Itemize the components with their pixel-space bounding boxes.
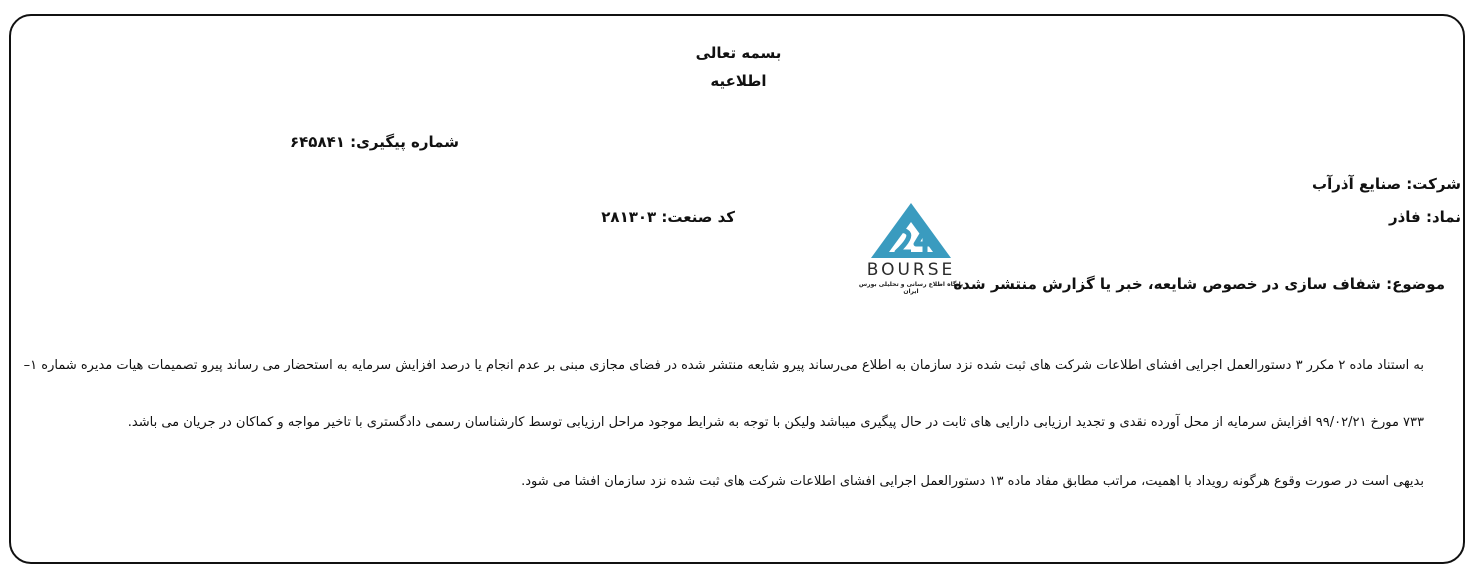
tracking-number: شماره پیگیری: ۶۴۵۸۴۱ (290, 133, 459, 151)
bourse-logo (855, 200, 967, 296)
company-symbol: نماد: فاذر (1388, 208, 1461, 226)
bismillah-heading: بسمه تعالی (695, 44, 782, 62)
body-paragraph-line-2: ۷۳۳ مورخ ۹۹/۰۲/۲۱ افزایش سرمایه از محل آورده نقدی و تجدید ارزیابی دارایی های ثابت در حال پیگیری میباشد ولیکن با توجه به شرایط موجود مراحل ارزیابی توسط کارشناسان رسمی دادگستری با تاخیر مواجه و کماکان در جریان می باشد. (127, 415, 1424, 430)
body-paragraph-line-1: به استناد ماده ۲ مکرر ۳ دستورالعمل اجرایی افشای اطلاعات شرکت های ثبت شده نزد سازمان به اطلاع می‌رساند پیرو شایعه منتشر شده در فضای مجازی مبنی بر عدم انجام یا درصد افزایش سرمایه به استحضار می رساند پیرو تصمیمات هیات مدیره شماره ۱– (23, 358, 1424, 373)
company-name: شرکت: صنایع آذرآب (1312, 175, 1461, 193)
bourse24-triangle-icon (855, 200, 967, 260)
body-paragraph-line-3: بدیهی است در صورت وقوع هرگونه رویداد با اهمیت، مراتب مطابق مفاد ماده ۱۳ دستورالعمل اجرایی افشای اطلاعات شرکت های ثبت شده نزد سازمان افشا می شود. (521, 474, 1424, 489)
logo-tagline: پایگاه اطلاع رسانی و تحلیلی بورس ایران (858, 281, 964, 295)
industry-code: کد صنعت: ۲۸۱۳۰۳ (601, 208, 735, 226)
announcement-title: اطلاعیه (710, 72, 767, 90)
subject-line: موضوع: شفاف سازی در خصوص شایعه، خبر یا گزارش منتشر شده (953, 275, 1445, 293)
logo-wordmark: BOURSE (866, 260, 956, 280)
